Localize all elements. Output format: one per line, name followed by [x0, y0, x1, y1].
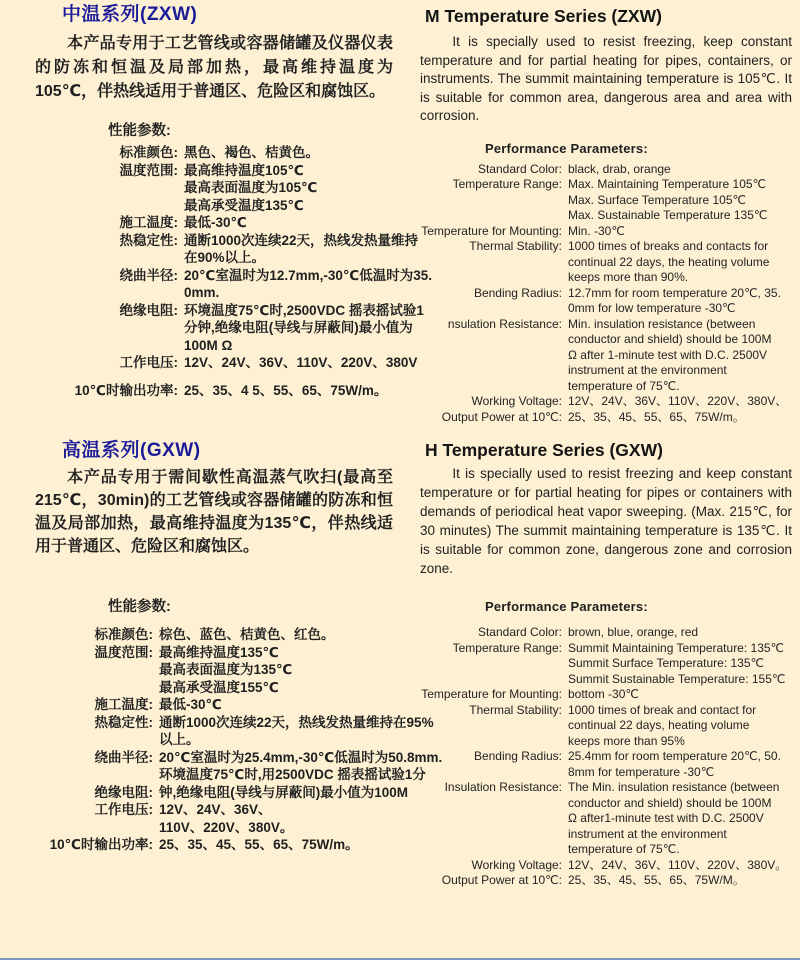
param-value: [184, 382, 393, 400]
param-value: [184, 214, 393, 232]
param-value: [184, 144, 393, 162]
param-row: [420, 749, 792, 780]
param-row: [35, 214, 393, 232]
param-value-line: Max. Surface Temperature 105℃: [568, 192, 747, 207]
param-value-line: 最高表面温度为135℃: [159, 662, 293, 677]
param-value: [568, 224, 792, 240]
param-label: Standard Color:: [477, 625, 562, 639]
param-value-line: 110V、220V、380V。: [159, 819, 294, 835]
param-row: [35, 784, 409, 802]
param-row: [420, 410, 792, 426]
param-row: [35, 801, 393, 836]
param-label: Temperature for Mounting:: [421, 223, 562, 238]
param-label: Standard Color:: [477, 161, 562, 176]
param-label: 10℃时输出功率:: [49, 837, 153, 852]
param-row: [35, 302, 424, 355]
param-value-line: black, drab, orange: [568, 161, 671, 176]
param-label: 温度范围:: [94, 644, 153, 660]
section-intro-h-en: It is specially used to resist freezing and keep constant temperature or for partial heating for pipes or containers with demands of periodical heat vapor sweeping. (Max. 215℃, for 30 minutes) The summit maintaining temperature is 135℃. It is suitable for common zone, dangerous zone and corrosion zone.: [420, 466, 792, 576]
param-row: [420, 239, 792, 286]
section-title-h-cn: 高温系列(GXW): [62, 440, 201, 461]
param-value-line: 最高维持温度135℃: [159, 644, 279, 660]
param-row: [420, 394, 792, 410]
param-row: [35, 232, 419, 267]
param-value: [159, 696, 393, 714]
param-label: 绝缘电阻:: [94, 784, 153, 800]
param-label: Temperature for Mounting:: [421, 687, 562, 701]
param-value-line: 最高承受温度135℃: [184, 197, 304, 213]
param-value-line: 钟,绝缘电阻(导线与屏蔽间)最小值为100M: [159, 784, 409, 800]
param-label: 施工温度:: [119, 215, 178, 230]
param-row: [420, 858, 792, 874]
param-value-line: 0mm for low temperature -30℃: [568, 301, 736, 315]
param-value: [568, 687, 792, 703]
param-row: [420, 873, 792, 889]
param-value-line: 25、35、4 5、55、65、75W/m。: [184, 382, 388, 398]
param-value-line: instrument at the environment: [568, 363, 727, 377]
param-value: [159, 836, 393, 854]
param-row: [35, 267, 433, 302]
param-value-line: 20℃室温时为25.4mm,-30℃低温时为50.8mm.: [159, 749, 443, 765]
param-value: [568, 703, 792, 750]
param-value: [159, 714, 434, 749]
param-value: [184, 354, 418, 372]
param-value-line: 1000 times of break and contact for: [568, 702, 757, 717]
param-value: [159, 644, 393, 697]
param-value-line: 12.7mm for room temperature 20℃, 35.: [568, 285, 781, 300]
param-value-line: 25、35、45、55、65、75W/m。: [568, 409, 745, 424]
param-value-line: 20℃室温时为12.7mm,-30℃低温时为35.: [184, 267, 433, 283]
param-value-line: 以上。: [159, 732, 200, 747]
param-value-line: 25、35、45、55、65、75W/M。: [568, 873, 745, 887]
param-value-line: 黑色、褐色、桔黄色。: [184, 145, 319, 160]
param-value-line: Summit Maintaining Temperature: 135℃: [568, 640, 785, 655]
param-value-line: Min. -30℃: [568, 223, 625, 238]
param-label: Bending Radius:: [473, 285, 562, 300]
section-title-m-en: M Temperature Series (ZXW): [425, 6, 662, 26]
param-row: [35, 644, 393, 697]
param-value-line: 100M Ω: [184, 337, 233, 353]
param-value: [568, 873, 792, 889]
param-row: [420, 162, 792, 178]
param-row: [420, 687, 792, 703]
params-list-m-cn: [35, 144, 433, 399]
param-label: 热稳定性:: [119, 232, 178, 248]
param-row: [420, 317, 792, 395]
param-label: Working Voltage:: [471, 394, 562, 408]
param-value: [568, 239, 792, 286]
param-value: [568, 177, 792, 224]
param-label: Output Power at 10℃:: [441, 873, 562, 887]
param-row: [420, 641, 792, 688]
param-value: [184, 162, 393, 215]
section-h-english: [420, 438, 792, 889]
param-row: [35, 714, 434, 749]
param-label: Temperature Range:: [452, 640, 562, 655]
param-label: 绝缘电阻:: [119, 302, 178, 318]
param-value: [184, 232, 419, 267]
params-heading-h-en: Performance Parameters:: [485, 599, 648, 614]
param-value-line: 通断1000次连续22天，热线发热量维持在95%: [159, 714, 434, 730]
section-m-chinese: [35, 2, 433, 399]
param-value: [568, 317, 792, 395]
param-label: 10℃时输出功率:: [74, 382, 178, 398]
param-value-line: Max. Sustainable Temperature 135℃: [568, 208, 768, 222]
param-label: 热稳定性:: [94, 714, 153, 730]
param-value: [568, 162, 792, 178]
params-list-m-en: [420, 162, 792, 426]
param-value-line: continual 22 days, the heating volume: [568, 254, 770, 269]
param-value-line: Summit Surface Temperature: 135℃: [568, 656, 765, 670]
section-intro-m-en: It is specially used to resist freezing, keep constant temperature and for partial heating for pipes, containers, or instruments. The summit maintaining temperature is 105℃. It is suitable for common area, dangerous area and area with corrosion.: [420, 34, 792, 123]
param-row: [35, 749, 443, 784]
param-value: [184, 302, 424, 355]
param-value: [568, 410, 792, 426]
param-value-line: 12V、24V、36V、: [159, 802, 272, 817]
param-label: Thermal Stability:: [469, 702, 562, 717]
param-value: [568, 749, 792, 780]
param-row: [35, 836, 393, 854]
param-value-line: 棕色、蓝色、桔黄色、红色。: [159, 627, 335, 642]
param-value-line: 环境温度75℃时,用2500VDC 摇表摇试验1分: [159, 767, 426, 782]
param-row: [35, 382, 393, 400]
param-value-line: 环境温度75℃时,2500VDC 摇表摇试验1: [184, 302, 424, 318]
param-value-line: 25、35、45、55、65、75W/m。: [159, 837, 359, 852]
section-intro-h-cn: 本产品专用于需间歇性高温蒸气吹扫(最高至215℃，30min)的工艺管线或容器储罐的防冻和恒温及局部加热，最高维持温度为135℃，伴热线适用于普通区、危险区和腐蚀区。: [35, 469, 393, 555]
params-heading-m-cn: 性能参数:: [108, 123, 171, 139]
param-row: [35, 696, 393, 714]
param-label: Insulation Resistance:: [444, 780, 562, 794]
param-label: Temperature Range:: [452, 177, 562, 191]
param-value-line: Min. insulation resistance (between: [568, 316, 756, 331]
param-label: 温度范围:: [119, 162, 178, 178]
param-label: 标准颜色:: [119, 145, 178, 160]
section-title-m-cn: 中温系列(ZXW): [62, 4, 198, 25]
param-value-line: 0mm.: [184, 285, 220, 300]
param-value-line: 1000 times of breaks and contacts for: [568, 239, 769, 253]
param-label: Working Voltage:: [471, 857, 562, 872]
section-intro-m-cn: 本产品专用于工艺管线或容器储罐及仪器仪表的防冻和恒温及局部加热，最高维持温度为105℃，伴热线适用于普通区、危险区和腐蚀区。: [35, 35, 393, 100]
param-value-line: bottom -30℃: [568, 687, 639, 701]
param-value-line: continual 22 days, heating volume: [568, 718, 750, 732]
param-value: [184, 267, 433, 302]
params-heading-m-en: Performance Parameters:: [485, 140, 648, 156]
param-value: [159, 784, 409, 802]
param-label: 标准颜色:: [94, 627, 153, 642]
param-value: [159, 626, 393, 644]
param-value-line: 最高维持温度105℃: [184, 162, 304, 178]
param-value-line: instrument at the environment: [568, 826, 727, 841]
param-value-line: conductor and shield) should be 100M: [568, 332, 772, 346]
param-value: [159, 801, 393, 836]
param-row: [420, 703, 792, 750]
param-row: [35, 162, 393, 215]
param-value-line: conductor and shield) should be 100M: [568, 795, 772, 810]
params-heading-h-cn: 性能参数:: [108, 599, 171, 615]
param-value-line: Max. Maintaining Temperature 105℃: [568, 177, 767, 191]
param-value: [159, 749, 443, 784]
param-row: [35, 144, 393, 162]
param-label: 工作电压:: [119, 355, 178, 370]
param-value-line: keeps more than 90%.: [568, 270, 689, 284]
param-row: [420, 224, 792, 240]
param-value-line: brown, blue, orange, red: [568, 625, 699, 639]
param-value: [568, 286, 792, 317]
param-label: nsulation Resistance:: [447, 316, 562, 331]
section-m-english: [420, 4, 792, 425]
param-row: [35, 626, 393, 644]
param-value-line: 12V、24V、36V、110V、220V、380V: [184, 355, 418, 370]
param-row: [35, 354, 418, 372]
param-label: 工作电压:: [94, 802, 153, 817]
param-value-line: 最高表面温度为105℃: [184, 180, 318, 195]
param-value-line: 12V、24V、36V、110V、220V、380V。: [568, 857, 788, 872]
section-title-h-en: H Temperature Series (GXW): [425, 440, 663, 460]
param-value: [568, 858, 792, 874]
param-row: [420, 286, 792, 317]
param-row: [420, 177, 792, 224]
params-list-h-cn: [35, 626, 443, 854]
section-h-chinese: [35, 438, 443, 854]
param-value-line: 通断1000次连续22天，热线发热量维持: [184, 232, 419, 248]
param-label: 绕曲半径:: [119, 267, 178, 283]
param-value-line: 最低-30℃: [159, 697, 222, 712]
param-label: Thermal Stability:: [469, 239, 562, 253]
param-value-line: temperature of 75℃.: [568, 378, 680, 393]
param-value: [568, 625, 792, 641]
param-row: [420, 780, 792, 858]
param-value-line: 分钟,绝缘电阻(导线与屏蔽间)最小值为: [184, 320, 413, 335]
param-value-line: 最低-30℃: [184, 215, 247, 230]
param-value: [568, 780, 792, 858]
param-value-line: 12V、24V、36V、110V、220V、380V、: [568, 394, 788, 408]
param-value-line: Summit Sustainable Temperature: 155℃: [568, 671, 786, 686]
param-row: [420, 625, 792, 641]
param-label: Bending Radius:: [473, 749, 562, 763]
param-value-line: Ω after 1-minute test with D.C. 2500V: [568, 347, 768, 362]
param-value: [568, 641, 792, 688]
param-value-line: 最高承受温度155℃: [159, 679, 279, 695]
param-value: [568, 394, 792, 410]
param-label: 绕曲半径:: [94, 749, 153, 765]
param-value-line: 在90%以上。: [184, 250, 266, 265]
param-value-line: 25.4mm for room temperature 20℃, 50.: [568, 749, 781, 763]
param-value-line: The Min. insulation resistance (between: [568, 780, 780, 794]
param-label: 施工温度:: [94, 697, 153, 712]
param-value-line: keeps more than 95%: [568, 733, 685, 748]
params-list-h-en: [420, 625, 792, 889]
param-value-line: temperature of 75℃.: [568, 842, 680, 856]
param-value-line: 8mm for temperature -30℃: [568, 764, 715, 779]
param-value-line: Ω after1-minute test with D.C. 2500V: [568, 811, 764, 825]
param-label: Output Power at 10℃:: [441, 409, 562, 424]
